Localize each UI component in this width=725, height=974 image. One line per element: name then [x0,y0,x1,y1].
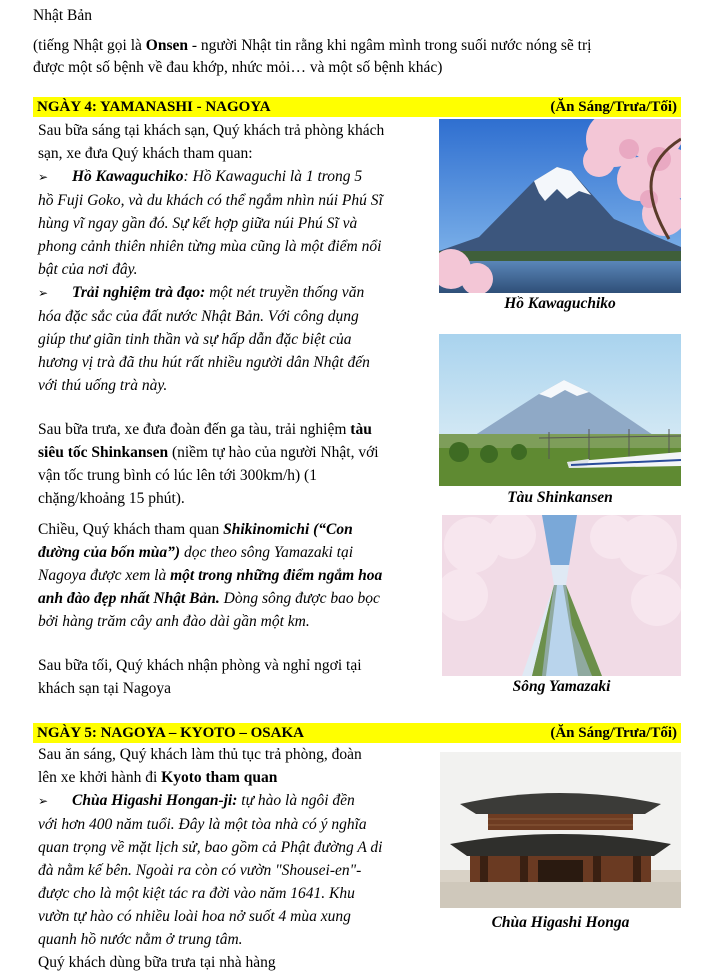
day4-text-block-4: Sau bữa tối, Quý khách nhận phòng và nghỉ ngơi tại khách sạn tại Nagoya [38,657,362,697]
caption-yamazaki: Sông Yamazaki [512,678,611,695]
arrow-bullet-icon: ➢ [38,170,49,184]
caption-kawaguchiko: Hồ Kawaguchiko [504,295,616,312]
photo-higashi-hongan-ji [440,752,681,908]
day4-meals: (Ăn Sáng/Trưa/Tối) [550,99,677,115]
day4-title: NGÀY 4: YAMANASHI - NAGOYA [37,99,271,115]
intro-title: Nhật Bản [33,7,92,24]
onsen-line-2: được một số bệnh về đau khớp, nhức mỏi… và một số bệnh khác) [33,59,443,76]
temple-gate-illustration [440,752,681,908]
day5-meals: (Ăn Sáng/Trưa/Tối) [550,725,677,741]
day4-header [33,97,681,117]
bullet-higashi: ➢ Chùa Higashi Hongan-ji: tự hào là ngôi đền [38,789,428,813]
caption-shinkansen: Tàu Shinkansen [507,489,613,506]
day5-header [33,723,681,743]
photo-shinkansen [439,334,681,486]
day4-text-block-2: Sau bữa trưa, xe đưa đoàn đến ga tàu, trải nghiệm tàu siêu tốc Shinkansen (niềm tự hào của người Nhật, với vận tốc trung bình có lúc lên tới 300km/h) (1 chặng/khoảng 15 phút). [38,421,379,507]
day5-text-block: Sau ăn sáng, Quý khách làm thủ tục trả phòng, đoàn lên xe khởi hành đi Kyoto tham quan ➢ Chùa Higashi Hongan-ji: tự hào là ngôi đền với hơn 400 năm tuổi. Đây là một tòa nhà có ý nghĩa quan trọng về mặt lịch sử, bao gồm cả Phật đường A di đà nằm kế bên. Ngoài ra còn có vườn "Shousei-en"- được cho là một kiệt tác ra đời vào năm 1641. Khu vườn tự hào có nhiều loài hoa nở suốt 4 mùa xung quanh hồ nước nằm ở trung tâm. Quý khách dùng bữa trưa tại nhà hàng [38,743,428,974]
photo-yamazaki [442,515,681,676]
caption-higashi-hongan-ji: Chùa Higashi Honga [491,914,630,931]
bullet-kawaguchiko: ➢ Hồ Kawaguchiko: Hồ Kawaguchi là 1 trong 5 [38,165,424,189]
day5-title: NGÀY 5: NAGOYA – KYOTO – OSAKA [37,725,304,741]
yamazaki-illustration [442,515,681,676]
day4-text-block-3: Chiều, Quý khách tham quan Shikinomichi (“Con đường của bốn mùa”) dọc theo sông Yamazaki tại Nagoya được xem là một trong những điểm ngắm hoa anh đào đẹp nhất Nhật Bản. Dòng sông được bao bọc bởi hàng trăm cây anh đào dài gần một km. [38,521,383,630]
day4-text-block-1: Sau bữa sáng tại khách sạn, Quý khách trả phòng khách sạn, xe đưa Quý khách tham quan: ➢ Hồ Kawaguchiko: Hồ Kawaguchi là 1 trong 5 hồ Fuji Goko, và du khách có thể ngắm nhìn núi Phú Sĩ hùng vĩ ngay gần đó. Sự kết hợp giữa núi Phú Sĩ và phong cảnh thiên nhiên từng mùa cũng là một điểm nổi bật của nơi đây. ➢ Trải nghiệm trà đạo: một nét truyền thống văn hóa đặc sắc của đất nước Nhật Bản. Với công dụng giúp thư giãn tinh thần và sự hấp dẫn đặc biệt của hương vị trà đã thu hút rất nhiều người dân Nhật đến với thú uống trà này. [38,119,424,397]
photo-kawaguchiko [439,119,681,293]
arrow-bullet-icon: ➢ [38,286,49,300]
onsen-line-1: (tiếng Nhật gọi là Onsen - người Nhật tin rằng khi ngâm mình trong suối nước nóng sẽ trị [33,37,592,54]
kawaguchiko-illustration [439,119,681,293]
onsen-word: Onsen [145,37,188,54]
arrow-bullet-icon: ➢ [38,794,49,808]
bullet-tea: ➢ Trải nghiệm trà đạo: một nét truyền thống văn [38,281,424,305]
shinkansen-illustration [439,334,681,486]
